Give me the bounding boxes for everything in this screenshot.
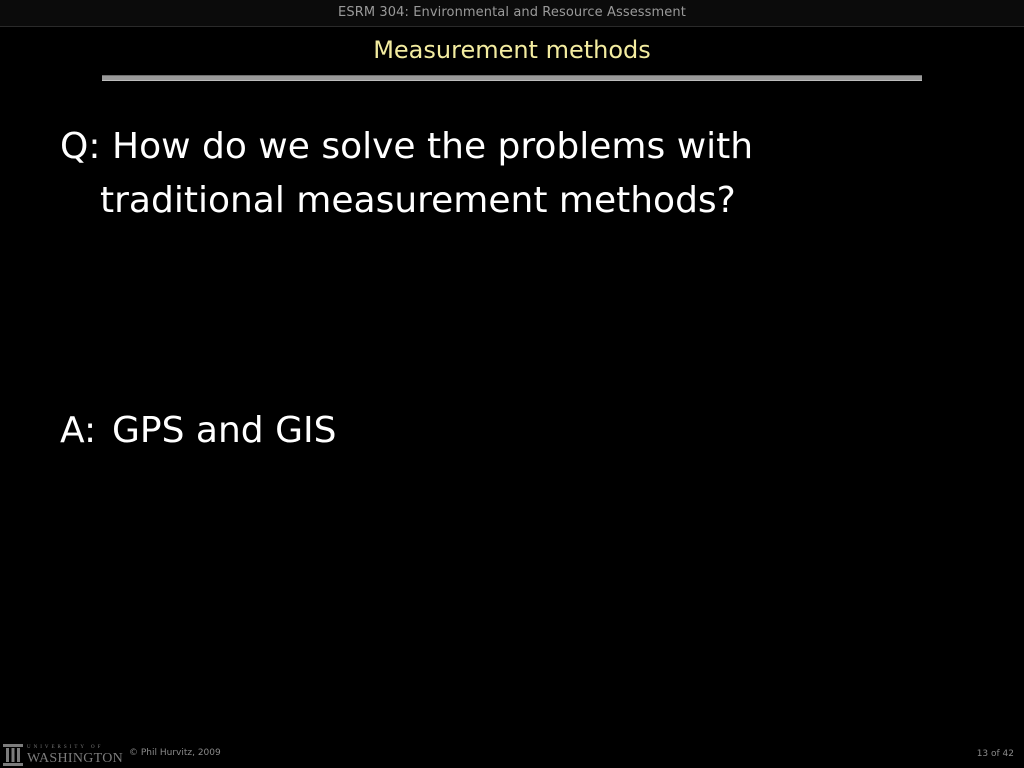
answer-text: GPS and GIS bbox=[112, 410, 337, 451]
question-block bbox=[60, 120, 880, 228]
copyright-notice: © Phil Hurvitz, 2009 bbox=[129, 748, 221, 758]
page-number: 13 of 42 bbox=[976, 749, 1014, 759]
question-prefix: Q: bbox=[60, 126, 101, 167]
question-line-1: How do we solve the problems with bbox=[112, 126, 754, 167]
slide-title: Measurement methods bbox=[373, 36, 651, 64]
logo-university-of: UNIVERSITY OF bbox=[27, 745, 104, 750]
logo-wordmark bbox=[27, 745, 123, 766]
answer-block bbox=[60, 404, 336, 458]
course-title: ESRM 304: Environmental and Resource Assessment bbox=[338, 5, 686, 20]
answer-prefix: A: bbox=[60, 410, 97, 451]
pillar-icon bbox=[3, 744, 23, 766]
question-line-2: traditional measurement methods? bbox=[100, 180, 736, 221]
university-logo bbox=[3, 740, 123, 766]
logo-washington: WASHINGTON bbox=[27, 751, 124, 766]
header-bar bbox=[0, 0, 1024, 27]
title-divider bbox=[102, 75, 922, 81]
